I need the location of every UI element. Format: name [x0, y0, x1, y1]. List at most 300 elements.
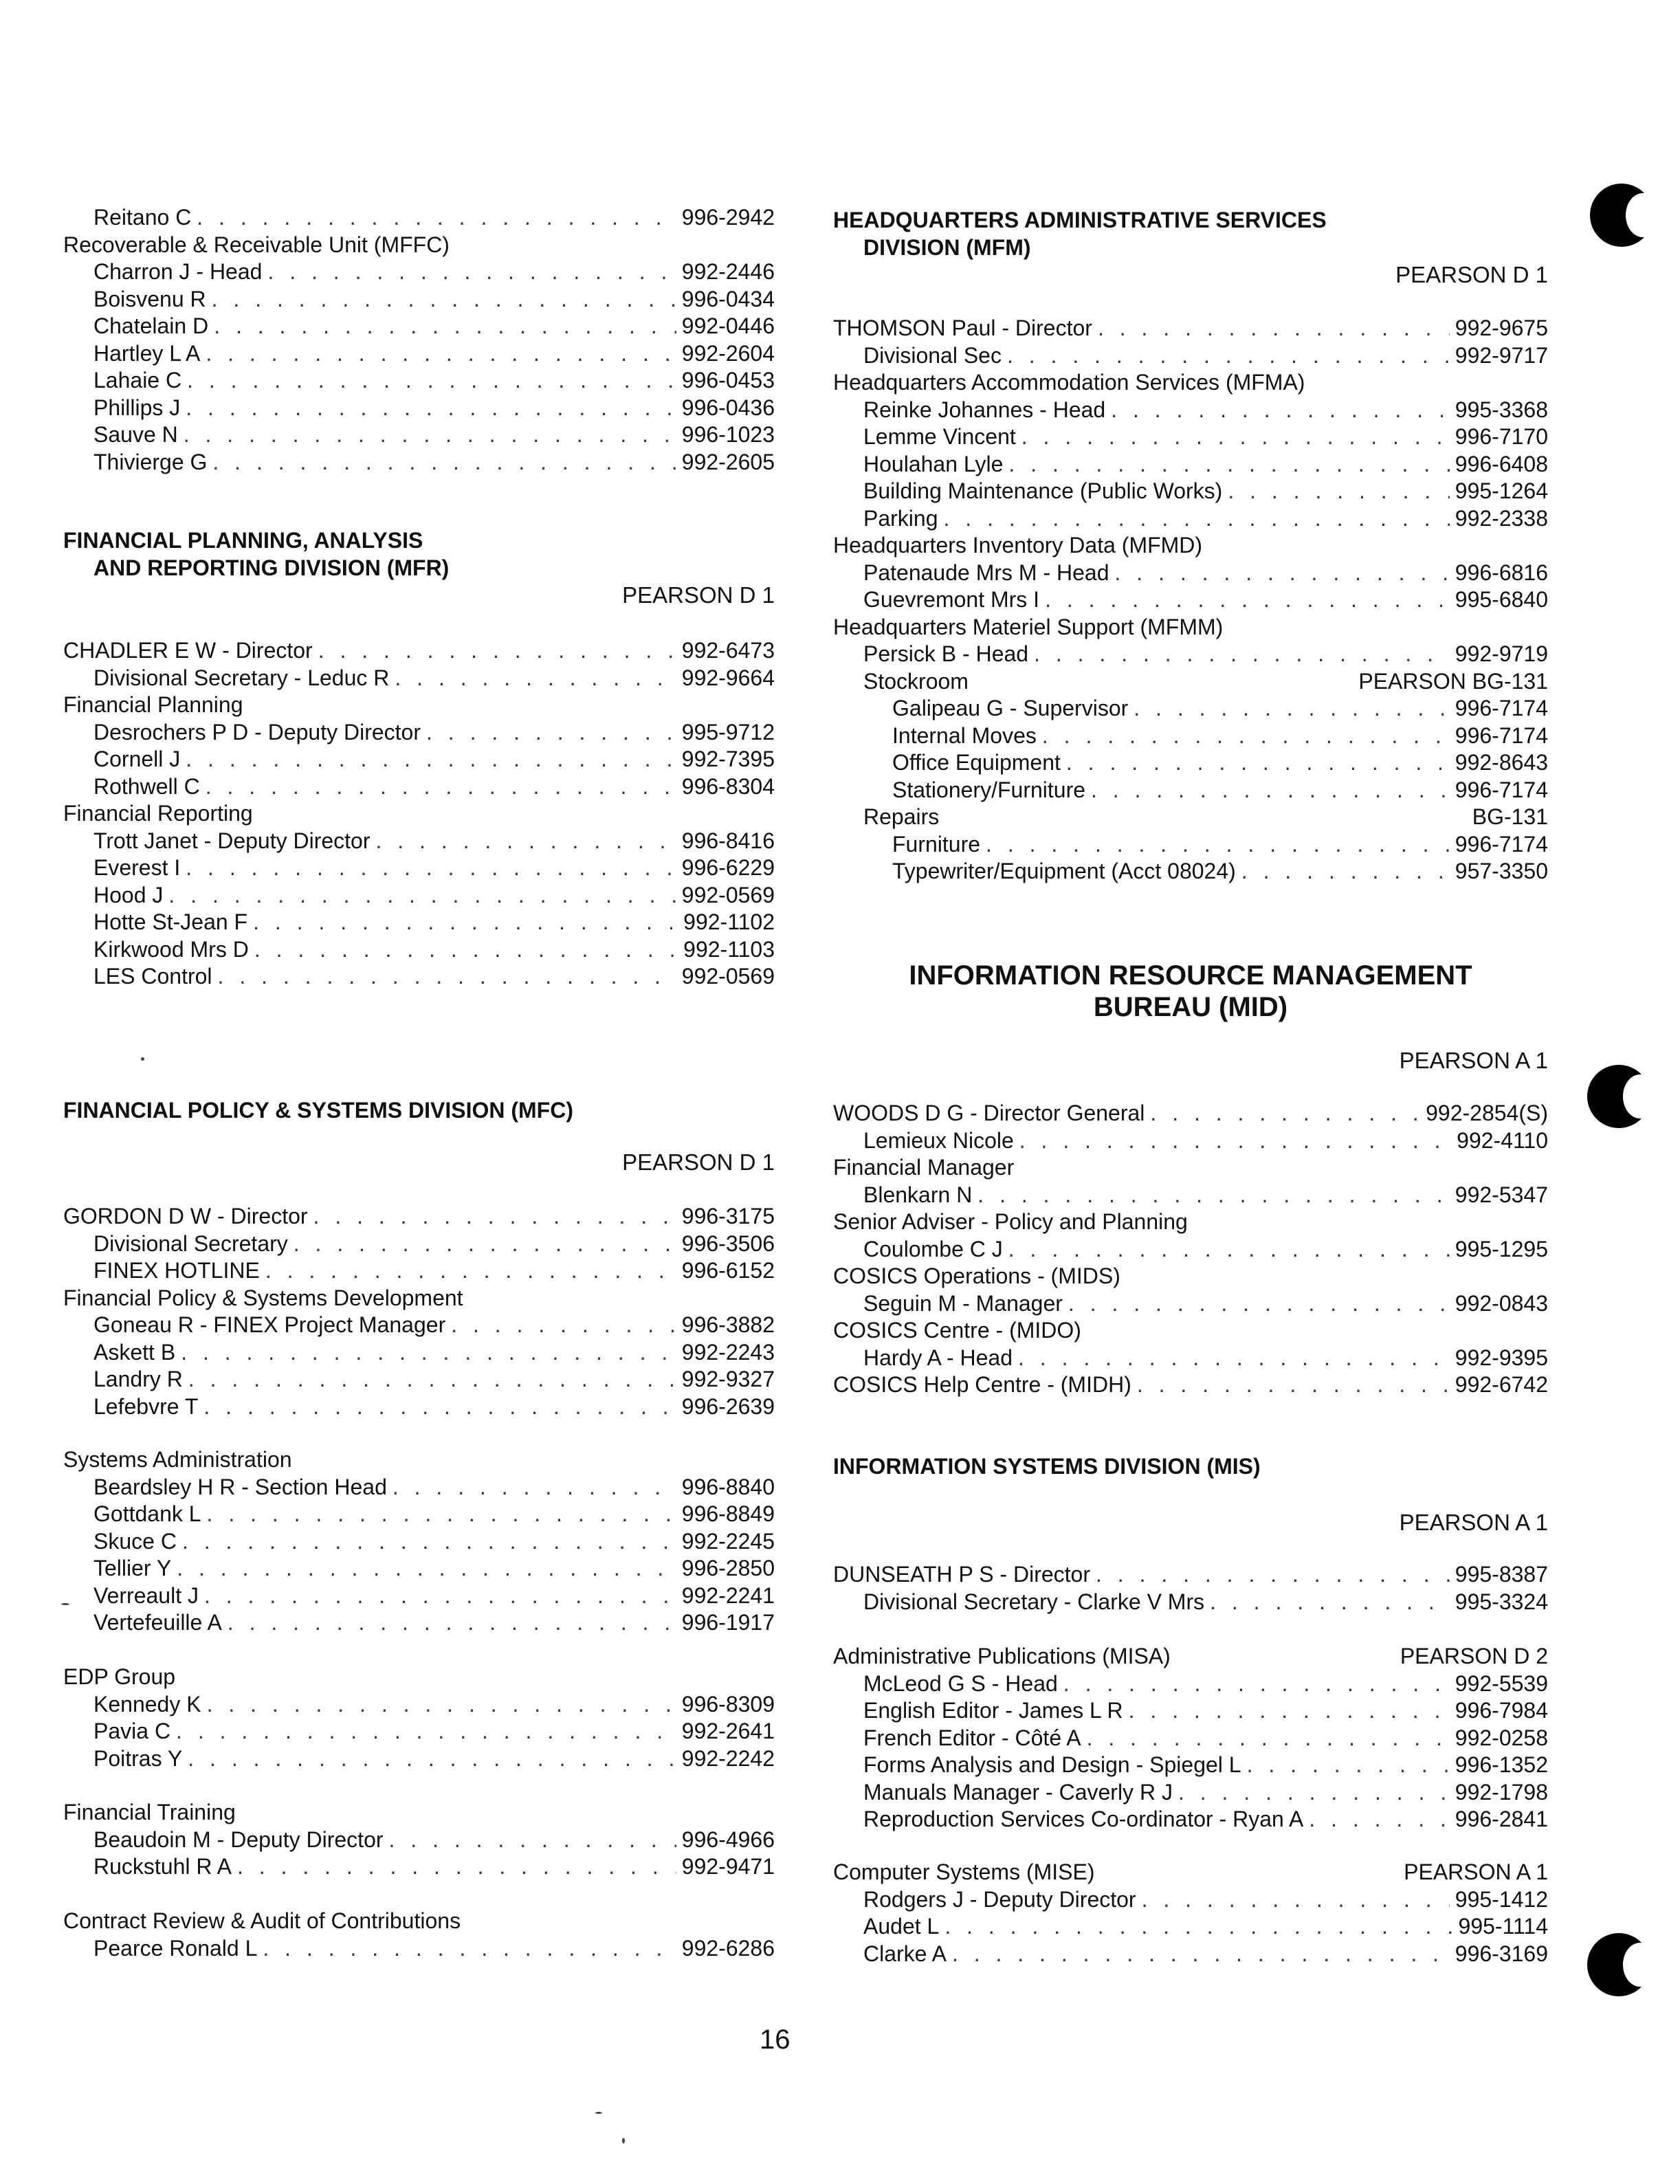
scan-speck [622, 2138, 625, 2143]
directory-entry [63, 936, 775, 964]
entry-location: PEARSON A 1 [1404, 1860, 1548, 1884]
dot-leader [188, 1366, 676, 1393]
mfc-group-3 [63, 1664, 775, 1772]
entry-label: Rothwell C [93, 773, 200, 799]
entry-label: Financial Reporting [63, 801, 253, 826]
dot-leader [1096, 1561, 1450, 1589]
entry-label: CHADLER E W - Director [63, 638, 313, 663]
entry-phone: 995-6840 [1455, 587, 1548, 612]
directory-entry [833, 478, 1548, 505]
mis-group-1 [833, 1561, 1548, 1615]
entry-phone: 992-5347 [1455, 1182, 1548, 1207]
entry-phone: 996-7174 [1455, 723, 1548, 748]
dot-leader [376, 828, 676, 855]
entry-phone: 992-8643 [1455, 750, 1548, 775]
entry-label: Manuals Manager - Caverly R J [863, 1779, 1173, 1805]
mis-group-2 [833, 1643, 1548, 1833]
dot-leader [1087, 1725, 1450, 1752]
entry-phone: 992-9719 [1455, 641, 1548, 666]
entry-phone: 992-2243 [681, 1339, 775, 1365]
entry-label: Poitras Y [93, 1745, 183, 1771]
dot-leader [263, 1935, 676, 1963]
entry-phone: 995-1412 [1455, 1886, 1548, 1912]
entry-label: Forms Analysis and Design - Spiegel L [863, 1752, 1241, 1777]
entry-phone: 992-6473 [681, 638, 775, 663]
entry-label: Headquarters Inventory Data (MFMD) [833, 533, 1203, 558]
entry-phone: 992-6286 [681, 1935, 775, 1961]
mfr-section [63, 527, 775, 609]
entry-label: Repairs [863, 804, 940, 829]
mid-title-line2: BUREAU (MID) [1093, 992, 1288, 1022]
entry-label: Internal Moves [892, 723, 1037, 748]
entry-phone: 992-9327 [681, 1367, 775, 1391]
dot-leader [218, 963, 676, 991]
entry-phone: 996-0436 [681, 395, 775, 420]
directory-entry [833, 1752, 1548, 1779]
entry-label: Divisional Secretary - Leduc R [93, 665, 390, 690]
dot-leader [188, 1745, 676, 1773]
entry-label: Verreault J [93, 1582, 199, 1608]
directory-entry [63, 449, 775, 476]
entry-phone: 992-0569 [681, 964, 775, 989]
dot-leader [944, 1913, 1452, 1941]
entry-phone: 996-2850 [681, 1556, 775, 1580]
directory-entry [833, 1561, 1548, 1589]
entry-phone: 992-1798 [1455, 1779, 1548, 1805]
dot-leader [1142, 1886, 1450, 1914]
mfc-group-1 [63, 1203, 775, 1420]
directory-entry [833, 560, 1548, 587]
entry-label: Parking [863, 505, 938, 531]
dot-leader [1241, 858, 1450, 885]
dot-leader [1066, 749, 1450, 777]
entry-phone: 996-2639 [681, 1393, 775, 1419]
entry-phone: 996-0453 [681, 368, 775, 393]
dot-leader [253, 909, 678, 936]
directory-entry [63, 1935, 775, 1963]
directory-entry [833, 749, 1548, 777]
entry-label: Lemieux Nicole [863, 1127, 1014, 1153]
entry-phone: 996-6229 [681, 855, 775, 880]
entry-phone: 996-7174 [1455, 696, 1548, 720]
dot-leader [389, 1827, 676, 1854]
dot-leader [294, 1231, 676, 1258]
entry-label: Audet L [863, 1914, 940, 1939]
entry-label: Divisional Secretary - Clarke V Mrs [863, 1589, 1205, 1614]
binder-hole-top [1590, 184, 1653, 247]
entry-label: Askett B [93, 1339, 176, 1365]
entry-label: Office Equipment [892, 750, 1061, 775]
entry-phone: 996-8840 [681, 1474, 775, 1499]
mfc-location: PEARSON D 1 [622, 1149, 775, 1175]
entry-phone: 992-9395 [1455, 1345, 1548, 1370]
directory-entry [833, 423, 1548, 451]
dot-leader [977, 1182, 1449, 1209]
directory-subheading [833, 1154, 1548, 1182]
entry-label: Headquarters Materiel Support (MFMM) [833, 614, 1224, 639]
mid-location: PEARSON A 1 [1399, 1048, 1548, 1073]
directory-entry [833, 858, 1548, 885]
directory-entry [63, 1312, 775, 1339]
dot-leader [182, 1528, 676, 1556]
directory-entry [63, 1366, 775, 1393]
entry-label: Blenkarn N [863, 1182, 973, 1207]
dot-leader [187, 367, 676, 395]
entry-label: Headquarters Accommodation Services (MFMA) [833, 370, 1305, 395]
entry-label: Contract Review & Audit of Contributions [63, 1908, 461, 1933]
entry-label: Coulombe C J [863, 1236, 1003, 1261]
entry-label: Typewriter/Equipment (Acct 08024) [892, 859, 1236, 883]
mfc-group-4 [63, 1799, 775, 1881]
dot-leader [237, 1853, 676, 1881]
entry-phone: 992-2245 [681, 1528, 775, 1554]
entry-label: Stockroom [863, 668, 969, 694]
entry-label: Cornell J [93, 747, 181, 771]
mffc-list [63, 204, 775, 476]
directory-entry [833, 1886, 1548, 1914]
directory-entry [63, 773, 775, 801]
entry-label: Recoverable & Receivable Unit (MFFC) [63, 232, 450, 257]
entry-label: Persick B - Head [863, 641, 1029, 666]
entry-phone: 995-3324 [1455, 1589, 1548, 1614]
directory-subheading [833, 614, 1548, 641]
entry-label: Reitano C [93, 205, 192, 230]
directory-entry [63, 1555, 775, 1582]
dot-leader [1008, 1236, 1450, 1264]
directory-entry [63, 719, 775, 747]
entry-label: Galipeau G - Supervisor [892, 696, 1129, 720]
entry-phone: 995-8387 [1455, 1562, 1548, 1587]
binder-hole-middle [1587, 1065, 1650, 1128]
dot-leader [1034, 641, 1450, 668]
dot-leader [395, 665, 676, 692]
entry-label: Vertefeuille A [93, 1610, 222, 1635]
entry-phone: 996-3506 [681, 1231, 775, 1256]
dot-leader [393, 1474, 676, 1501]
entry-label: Everest I [93, 855, 181, 880]
entry-phone: 992-0446 [681, 313, 775, 338]
entry-phone: 995-9712 [681, 719, 775, 744]
entry-phone: 992-0258 [1455, 1725, 1548, 1750]
mfr-title-line2: AND REPORTING DIVISION (MFR) [93, 555, 450, 580]
directory-entry [63, 1691, 775, 1719]
entry-phone: 996-2841 [1455, 1807, 1548, 1831]
directory-entry [63, 421, 775, 449]
entry-label: Financial Training [63, 1800, 236, 1824]
directory-entry [833, 1371, 1548, 1399]
dot-leader [212, 286, 676, 313]
entry-phone: 996-1352 [1455, 1752, 1548, 1777]
mfr-title-line1: FINANCIAL PLANNING, ANALYSIS [63, 528, 423, 553]
directory-entry [63, 746, 775, 773]
entry-label: Beardsley H R - Section Head [93, 1474, 387, 1499]
directory-entry [63, 1609, 775, 1637]
entry-phone: 992-0843 [1455, 1290, 1548, 1316]
mfm-location: PEARSON D 1 [1395, 262, 1548, 287]
directory-subheading [63, 1664, 775, 1691]
entry-label: Patenaude Mrs M - Head [863, 560, 1109, 585]
entry-label: Financial Policy & Systems Development [63, 1285, 463, 1310]
directory-entry [63, 367, 775, 395]
entry-location: PEARSON BG-131 [1358, 668, 1548, 694]
dot-leader [1210, 1589, 1450, 1616]
binder-hole-bottom [1587, 1933, 1650, 1996]
mis-title: INFORMATION SYSTEMS DIVISION (MIS) [833, 1454, 1261, 1479]
entry-label: Divisional Secretary [93, 1231, 288, 1256]
directory-entry [833, 1670, 1548, 1698]
entry-label: Hood J [93, 882, 164, 907]
dot-leader [1150, 1100, 1420, 1127]
directory-entry [63, 1582, 775, 1610]
entry-phone: 992-1103 [683, 936, 775, 962]
entry-label: Lahaie C [93, 368, 182, 393]
directory-subheading [63, 1285, 775, 1312]
directory-entry [833, 1779, 1548, 1807]
dot-leader [1137, 1371, 1450, 1399]
entry-label: Kirkwood Mrs D [93, 936, 249, 962]
mfc-location-block [63, 1149, 775, 1176]
entry-phone: 995-1295 [1455, 1236, 1548, 1261]
entry-label: Reproduction Services Co-ordinator - Ryan A [863, 1807, 1304, 1831]
dot-leader [206, 773, 676, 801]
directory-entry [63, 258, 775, 286]
entry-label: Financial Planning [63, 692, 243, 717]
entry-phone: 992-9471 [681, 1854, 775, 1879]
entry-location: PEARSON D 2 [1400, 1644, 1548, 1668]
mid-title-line1: INFORMATION RESOURCE MANAGEMENT [909, 960, 1472, 991]
dot-leader [451, 1312, 676, 1339]
entry-phone: 992-2604 [681, 340, 775, 366]
entry-phone: 996-7170 [1455, 424, 1548, 449]
entry-label: Clarke A [863, 1941, 947, 1966]
directory-entry [63, 637, 775, 665]
mfc-group-2 [63, 1446, 775, 1637]
directory-entry [833, 1182, 1548, 1209]
directory-entry [63, 828, 775, 855]
entry-phone: 996-6816 [1455, 560, 1548, 585]
entry-label: COSICS Operations - (MIDS) [833, 1264, 1120, 1288]
entry-label: Systems Administration [63, 1447, 292, 1472]
directory-entry [833, 1589, 1548, 1616]
directory-subheading [833, 369, 1548, 397]
dot-leader [1178, 1779, 1450, 1807]
dot-leader [254, 936, 678, 964]
entry-label: Lemme Vincent [863, 424, 1016, 449]
dot-leader [1115, 560, 1450, 587]
directory-entry [833, 1100, 1548, 1127]
dot-leader [1019, 1127, 1451, 1155]
mis-group-3 [833, 1859, 1548, 1967]
entry-label: Trott Janet - Deputy Director [93, 828, 371, 853]
entry-label: Guevremont Mrs I [863, 587, 1040, 612]
entry-label: EDP Group [63, 1664, 176, 1689]
dot-leader [1007, 342, 1450, 370]
directory-entry [63, 395, 775, 422]
directory-entry [63, 1827, 775, 1854]
directory-entry [833, 804, 1548, 831]
entry-phone: 992-6742 [1455, 1372, 1548, 1397]
entry-label: Seguin M - Manager [863, 1290, 1063, 1316]
dot-leader [1129, 1697, 1450, 1725]
entry-phone: 992-2241 [681, 1582, 775, 1608]
dot-leader [426, 719, 676, 747]
directory-entry [63, 665, 775, 692]
directory-entry [63, 1745, 775, 1773]
entry-phone: 992-2641 [681, 1719, 775, 1743]
directory-subheading [833, 1209, 1548, 1236]
dot-leader [1098, 315, 1450, 342]
entry-label: Stationery/Furniture [892, 777, 1086, 802]
entry-phone: 996-4966 [681, 1827, 775, 1852]
dot-leader [313, 1203, 676, 1231]
directory-entry [833, 1941, 1548, 1968]
dot-leader [204, 1582, 676, 1610]
entry-phone: 992-2446 [681, 259, 775, 284]
dot-leader [186, 854, 676, 882]
directory-entry [833, 1290, 1548, 1318]
dot-leader [986, 831, 1450, 859]
directory-entry [833, 1127, 1548, 1155]
entry-label: Furniture [892, 831, 981, 857]
directory-entry [63, 1339, 775, 1367]
dot-leader [1111, 397, 1450, 424]
entry-phone: 996-7984 [1455, 1698, 1548, 1723]
directory-subheading [63, 800, 775, 828]
directory-entry [63, 1257, 775, 1285]
entry-label: Skuce C [93, 1528, 177, 1554]
mis-location-block [833, 1509, 1548, 1536]
directory-entry [833, 831, 1548, 859]
entry-phone: 996-6152 [681, 1258, 775, 1283]
entry-label: Pavia C [93, 1719, 171, 1743]
directory-entry [63, 1528, 775, 1556]
dot-leader [184, 421, 676, 449]
entry-phone: 996-8416 [681, 828, 775, 853]
dot-leader [207, 1691, 676, 1719]
entry-phone: 996-8309 [681, 1691, 775, 1717]
dot-leader [1018, 1345, 1450, 1372]
directory-entry [833, 668, 1548, 696]
entry-phone: 992-2242 [681, 1745, 775, 1771]
directory-entry [63, 340, 775, 368]
entry-phone: 992-7395 [681, 747, 775, 771]
entry-label: Boisvenu R [93, 286, 206, 311]
mis-section [833, 1453, 1548, 1480]
entry-phone: 996-1023 [681, 422, 775, 447]
directory-entry [63, 1231, 775, 1258]
mid-section [833, 960, 1548, 1023]
entry-label: Tellier Y [93, 1556, 172, 1580]
directory-entry [833, 451, 1548, 478]
directory-entry [63, 1203, 775, 1231]
entry-label: Financial Manager [833, 1155, 1015, 1180]
entry-label: THOMSON Paul - Director [833, 316, 1092, 340]
dot-leader [1063, 1670, 1450, 1698]
entry-label: Landry R [93, 1367, 183, 1391]
entry-label: Reinke Johannes - Head [863, 397, 1106, 422]
dot-leader [214, 313, 676, 340]
directory-subheading [63, 1446, 775, 1474]
entry-phone: 992-2605 [681, 449, 775, 474]
scan-speck [61, 1603, 69, 1605]
entry-phone: 996-8849 [681, 1501, 775, 1526]
entry-label: Rodgers J - Deputy Director [863, 1886, 1136, 1912]
entry-phone: 992-9675 [1455, 316, 1548, 340]
entry-phone: 995-1264 [1455, 478, 1548, 503]
entry-label: Sauve N [93, 422, 178, 447]
dot-leader [212, 449, 676, 476]
directory-entry [833, 342, 1548, 370]
dot-leader [952, 1941, 1450, 1968]
directory-entry [63, 204, 775, 232]
entry-phone: 996-6408 [1455, 451, 1548, 476]
directory-entry [833, 1859, 1548, 1886]
entry-location: BG-131 [1472, 804, 1548, 829]
entry-label: Computer Systems (MISE) [833, 1860, 1095, 1884]
mfm-section [833, 206, 1548, 289]
mfr-list [63, 637, 775, 991]
directory-subheading [833, 1317, 1548, 1345]
entry-phone: 996-2942 [681, 205, 775, 230]
directory-subheading [63, 692, 775, 719]
entry-label: DUNSEATH P S - Director [833, 1562, 1090, 1587]
directory-entry [63, 1853, 775, 1881]
dot-leader [181, 1339, 676, 1367]
directory-entry [63, 882, 775, 909]
dot-leader [1008, 451, 1449, 478]
mid-location-block [833, 1047, 1548, 1074]
directory-subheading [63, 1799, 775, 1827]
directory-entry [63, 909, 775, 936]
entry-label: Phillips J [93, 395, 181, 420]
dot-leader [197, 204, 676, 232]
entry-phone: 992-1102 [683, 909, 775, 934]
directory-entry [833, 723, 1548, 750]
directory-entry [833, 641, 1548, 668]
directory-entry [833, 505, 1548, 533]
entry-phone: 996-3169 [1455, 1941, 1548, 1966]
entry-label: Houlahan Lyle [863, 451, 1004, 476]
scan-speck [595, 2112, 602, 2114]
entry-label: Desrochers P D - Deputy Director [93, 719, 421, 744]
directory-subheading [833, 532, 1548, 560]
directory-entry [833, 315, 1548, 342]
dot-leader [265, 1257, 676, 1285]
dot-leader [318, 637, 676, 665]
directory-entry [833, 397, 1548, 424]
directory-entry [833, 1913, 1548, 1941]
entry-label: Charron J - Head [93, 259, 263, 284]
dot-leader [228, 1609, 676, 1637]
entry-label: McLeod G S - Head [863, 1670, 1058, 1696]
dot-leader [168, 882, 676, 909]
entry-label: COSICS Help Centre - (MIDH) [833, 1372, 1131, 1397]
entry-phone: 992-9717 [1455, 342, 1548, 368]
entry-label: GORDON D W - Director [63, 1204, 308, 1228]
entry-label: Hotte St-Jean F [93, 909, 248, 934]
entry-label: Hardy A - Head [863, 1345, 1013, 1370]
dot-leader [186, 395, 676, 422]
entry-label: Building Maintenance (Public Works) [863, 478, 1223, 503]
entry-label: Pearce Ronald L [93, 1935, 258, 1961]
entry-phone: 992-0569 [681, 882, 775, 907]
directory-entry [833, 1643, 1548, 1670]
dot-leader [203, 1393, 676, 1421]
directory-entry [63, 1393, 775, 1421]
mfm-list [833, 315, 1548, 885]
entry-label: COSICS Centre - (MIDO) [833, 1318, 1081, 1343]
directory-entry [833, 1236, 1548, 1264]
